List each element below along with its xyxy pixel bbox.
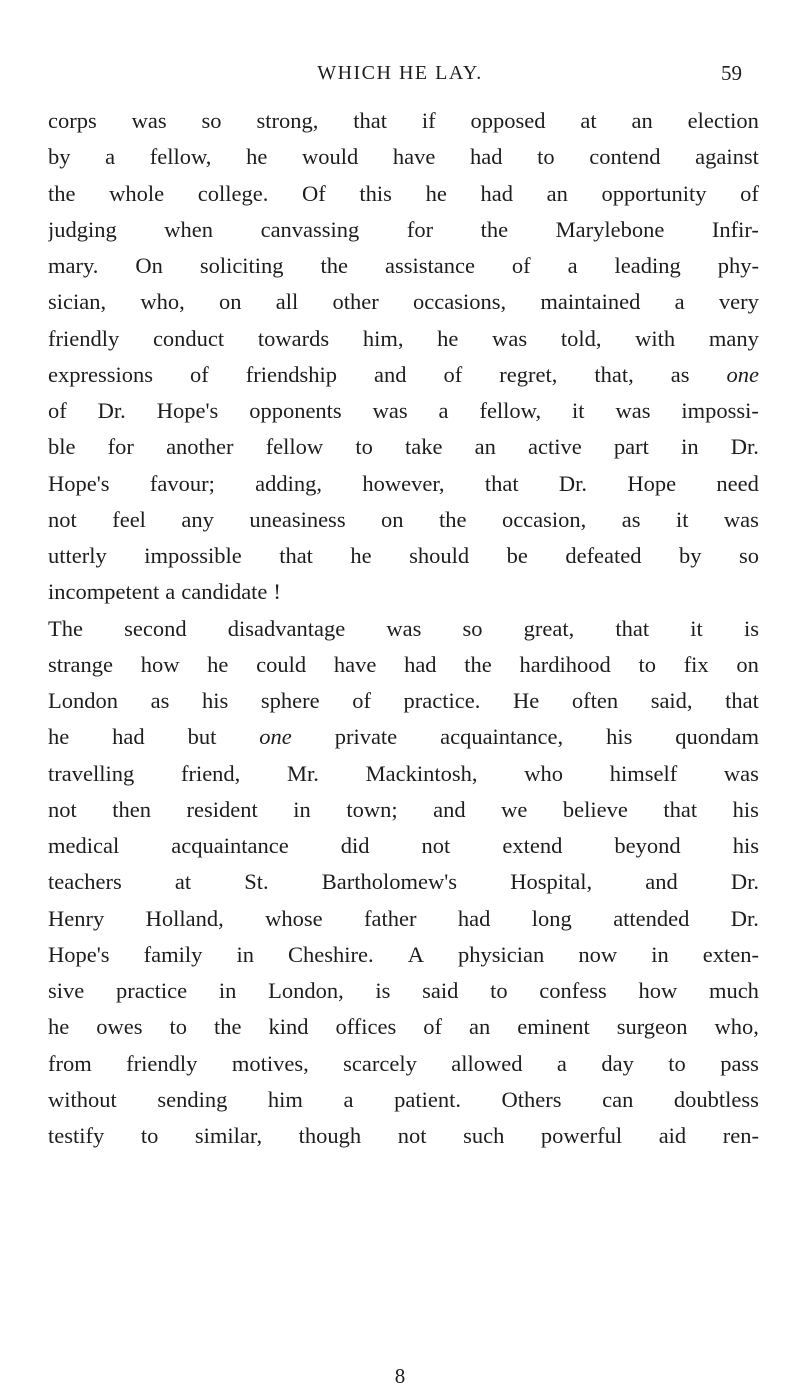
word: occasions, bbox=[413, 289, 507, 315]
word: corps bbox=[48, 108, 97, 133]
word: is bbox=[375, 978, 391, 1003]
word: impossi- bbox=[681, 398, 759, 423]
word: patient. bbox=[394, 1086, 461, 1112]
word: as bbox=[621, 506, 641, 532]
word: family bbox=[143, 941, 203, 967]
word: He bbox=[512, 688, 540, 713]
word: who, bbox=[140, 289, 185, 315]
word: surgeon bbox=[616, 1014, 688, 1040]
word: aid bbox=[658, 1123, 687, 1148]
word: sive bbox=[48, 978, 85, 1003]
text-line bbox=[48, 937, 759, 973]
word: a bbox=[105, 144, 116, 170]
word: who bbox=[524, 760, 563, 786]
word: one bbox=[726, 361, 759, 387]
word: this bbox=[359, 180, 392, 206]
word: other bbox=[332, 289, 379, 315]
word: Others bbox=[501, 1086, 562, 1112]
word: he bbox=[425, 180, 447, 206]
word: owes bbox=[96, 1014, 143, 1040]
text-line bbox=[48, 973, 759, 1009]
word: he bbox=[437, 325, 459, 351]
word: allowed bbox=[451, 1050, 523, 1076]
running-title: WHICH HE LAY. bbox=[317, 62, 483, 84]
word: conduct bbox=[152, 325, 225, 351]
word: uneasiness bbox=[249, 506, 346, 532]
text-line bbox=[48, 647, 759, 683]
word: quondam bbox=[675, 724, 759, 750]
word: against bbox=[695, 144, 759, 170]
word: active bbox=[528, 434, 582, 460]
word: sphere bbox=[260, 688, 320, 713]
word: mary. bbox=[48, 253, 99, 278]
text-line bbox=[48, 176, 759, 212]
word: medical bbox=[48, 833, 120, 858]
word: a bbox=[674, 289, 685, 315]
word: to bbox=[140, 1123, 159, 1148]
word: that bbox=[353, 108, 387, 133]
word: of bbox=[352, 688, 371, 713]
text-line bbox=[48, 212, 759, 248]
word: much bbox=[708, 978, 759, 1003]
page-number: 59 bbox=[721, 61, 742, 85]
word: had bbox=[404, 651, 437, 677]
word: that bbox=[725, 688, 759, 713]
word: in bbox=[236, 941, 254, 967]
word: his bbox=[732, 796, 759, 822]
text-line bbox=[48, 321, 759, 357]
word: with bbox=[635, 325, 676, 351]
word: of bbox=[740, 180, 759, 206]
word: a bbox=[567, 253, 578, 278]
text-line bbox=[48, 139, 759, 175]
word: without bbox=[48, 1086, 117, 1112]
word: said bbox=[422, 978, 459, 1003]
word: a bbox=[556, 1050, 567, 1076]
word: at bbox=[580, 108, 597, 133]
word: Dr. bbox=[730, 434, 759, 460]
word: testify bbox=[48, 1123, 105, 1148]
word: so bbox=[462, 615, 483, 641]
word: Mr. bbox=[287, 760, 319, 786]
word: take bbox=[405, 434, 443, 460]
word: and bbox=[645, 869, 678, 895]
word: teachers bbox=[48, 869, 122, 895]
word: college. bbox=[197, 180, 269, 206]
word: doubtless bbox=[673, 1086, 759, 1112]
word: Dr. bbox=[730, 869, 759, 895]
word: any bbox=[181, 506, 214, 532]
word: be bbox=[506, 543, 528, 568]
word: assistance bbox=[384, 253, 475, 278]
word: was bbox=[372, 398, 408, 423]
text-line bbox=[48, 1118, 759, 1154]
word: a bbox=[165, 579, 176, 605]
word: practice. bbox=[403, 688, 481, 713]
word: fellow bbox=[265, 434, 324, 460]
word: Bartholomew's bbox=[321, 869, 458, 895]
word: long bbox=[531, 905, 572, 931]
word: attended bbox=[613, 905, 690, 931]
word: Dr. bbox=[97, 398, 126, 423]
word: Dr. bbox=[558, 470, 588, 496]
word: fellow, bbox=[149, 144, 212, 170]
word: and bbox=[373, 361, 407, 387]
word: to bbox=[638, 651, 656, 677]
word: disadvantage bbox=[227, 615, 346, 641]
word: when bbox=[164, 216, 214, 242]
word: for bbox=[107, 434, 134, 460]
word: ren- bbox=[722, 1123, 759, 1148]
word: Hope's bbox=[156, 398, 219, 423]
word: travelling bbox=[48, 760, 135, 786]
word: feel bbox=[112, 506, 146, 532]
word: Hope bbox=[627, 470, 677, 496]
word: was bbox=[723, 760, 759, 786]
word: for bbox=[406, 216, 434, 242]
word: confess bbox=[539, 978, 607, 1003]
text-line bbox=[48, 611, 759, 647]
text-line bbox=[48, 1082, 759, 1118]
word: had bbox=[469, 144, 503, 170]
word: if bbox=[421, 108, 436, 133]
word: at bbox=[174, 869, 192, 895]
text-line bbox=[48, 792, 759, 828]
word: Mackintosh, bbox=[365, 760, 478, 786]
word: day bbox=[601, 1050, 634, 1076]
word: towards bbox=[257, 325, 330, 351]
word: then bbox=[112, 796, 152, 822]
word: was bbox=[386, 615, 422, 641]
word: such bbox=[463, 1123, 505, 1148]
body-text bbox=[48, 103, 759, 1154]
word: however, bbox=[362, 470, 445, 496]
text-line bbox=[48, 103, 759, 139]
word: friendly bbox=[126, 1050, 198, 1076]
word: Holland, bbox=[145, 905, 224, 931]
word: of bbox=[190, 361, 209, 387]
word: strange bbox=[48, 651, 113, 677]
word: beyond bbox=[614, 833, 681, 858]
word: by bbox=[48, 144, 71, 170]
word: he bbox=[350, 543, 372, 568]
word: on bbox=[381, 506, 404, 532]
word: was bbox=[723, 506, 759, 532]
word: eminent bbox=[517, 1014, 590, 1040]
word: Infir- bbox=[711, 216, 759, 242]
word: he bbox=[207, 651, 229, 677]
word: in bbox=[681, 434, 699, 460]
text-line bbox=[48, 864, 759, 900]
word: of bbox=[443, 361, 463, 387]
word: Cheshire. bbox=[288, 941, 374, 967]
word: expressions bbox=[48, 361, 153, 387]
word: whose bbox=[265, 905, 323, 931]
word: to bbox=[668, 1050, 686, 1076]
word: ble bbox=[48, 434, 76, 460]
word: strong, bbox=[256, 108, 319, 133]
word: sician, bbox=[48, 289, 107, 315]
word: from bbox=[48, 1050, 92, 1076]
word: that bbox=[279, 543, 313, 568]
word: pass bbox=[720, 1050, 759, 1076]
word: often bbox=[571, 688, 619, 713]
text-line bbox=[48, 466, 759, 502]
word: friendship bbox=[245, 361, 337, 387]
text-line bbox=[48, 284, 759, 320]
word: part bbox=[613, 434, 649, 460]
word: have bbox=[392, 144, 436, 170]
word: motives, bbox=[231, 1050, 309, 1076]
word: not bbox=[421, 833, 451, 858]
word: canvassing bbox=[260, 216, 360, 242]
word: candidate bbox=[181, 579, 268, 605]
word: how bbox=[638, 978, 678, 1003]
word: he bbox=[48, 1014, 70, 1040]
word: town; bbox=[346, 796, 398, 822]
word: by bbox=[679, 543, 702, 568]
word: very bbox=[718, 289, 759, 315]
running-head bbox=[0, 58, 800, 88]
word: had bbox=[480, 180, 513, 206]
word: maintained bbox=[540, 289, 641, 315]
word: London, bbox=[268, 978, 344, 1003]
signature-mark: 8 bbox=[394, 1364, 406, 1388]
word: the bbox=[438, 506, 467, 532]
word: it bbox=[675, 506, 689, 532]
word: can bbox=[602, 1086, 634, 1112]
word: powerful bbox=[540, 1123, 623, 1148]
word: as bbox=[670, 361, 690, 387]
word: Hope's bbox=[48, 941, 110, 967]
word: Henry bbox=[48, 905, 105, 931]
text-line bbox=[48, 1046, 759, 1082]
word: an bbox=[631, 108, 653, 133]
text-line bbox=[48, 357, 759, 393]
word: the bbox=[213, 1014, 242, 1040]
word: private bbox=[334, 724, 398, 750]
word: an bbox=[468, 1014, 491, 1040]
word: soliciting bbox=[199, 253, 284, 278]
word: kind bbox=[268, 1014, 309, 1040]
word: him, bbox=[362, 325, 404, 351]
word: whole bbox=[109, 180, 165, 206]
word: phy- bbox=[717, 253, 759, 278]
word: acquaintance, bbox=[440, 724, 564, 750]
word: St. bbox=[244, 869, 269, 895]
word: the bbox=[48, 180, 76, 206]
word: though bbox=[298, 1123, 362, 1148]
word: of bbox=[423, 1014, 442, 1040]
word: The bbox=[48, 615, 83, 641]
word: fellow, bbox=[479, 398, 542, 423]
word: that bbox=[663, 796, 698, 822]
word: physician bbox=[458, 941, 545, 967]
word: had bbox=[112, 724, 145, 750]
word: On bbox=[135, 253, 163, 278]
text-line bbox=[48, 248, 759, 284]
word: to bbox=[355, 434, 373, 460]
word: acquaintance bbox=[171, 833, 289, 858]
word: judging bbox=[48, 216, 117, 242]
word: adding, bbox=[255, 470, 323, 496]
word: need bbox=[716, 470, 759, 496]
word: is bbox=[743, 615, 759, 641]
word: Hospital, bbox=[510, 869, 593, 895]
word: friendly bbox=[48, 325, 120, 351]
word: we bbox=[501, 796, 528, 822]
word: would bbox=[301, 144, 359, 170]
text-line bbox=[48, 538, 759, 574]
word: that bbox=[615, 615, 650, 641]
word: was bbox=[615, 398, 651, 423]
word: leading bbox=[614, 253, 681, 278]
text-line bbox=[48, 683, 759, 719]
word: impossible bbox=[144, 543, 242, 568]
word: the bbox=[464, 651, 492, 677]
word: an bbox=[546, 180, 568, 206]
word: in bbox=[218, 978, 237, 1003]
text-line bbox=[48, 393, 759, 429]
word: extend bbox=[502, 833, 563, 858]
word: of bbox=[511, 253, 531, 278]
word: he bbox=[48, 724, 70, 750]
word: defeated bbox=[565, 543, 642, 568]
word: resident bbox=[186, 796, 258, 822]
word: as bbox=[150, 688, 170, 713]
word: it bbox=[690, 615, 703, 641]
word: Dr. bbox=[730, 905, 759, 931]
word: him bbox=[267, 1086, 303, 1112]
text-line bbox=[48, 828, 759, 864]
word: one bbox=[259, 724, 292, 750]
word: A bbox=[407, 941, 424, 967]
word: the bbox=[320, 253, 349, 278]
word: regret, bbox=[499, 361, 558, 387]
word: opposed bbox=[470, 108, 546, 133]
word: incompetent bbox=[48, 579, 160, 605]
word: opponents bbox=[249, 398, 342, 423]
word: favour; bbox=[149, 470, 215, 496]
word: Hope's bbox=[48, 470, 110, 496]
word: many bbox=[708, 325, 759, 351]
word: that, bbox=[594, 361, 634, 387]
word: fix bbox=[683, 651, 709, 677]
word: his bbox=[606, 724, 633, 750]
word: Marylebone bbox=[555, 216, 665, 242]
word: the bbox=[480, 216, 509, 242]
word: and bbox=[433, 796, 466, 822]
word: not bbox=[397, 1123, 427, 1148]
word: who, bbox=[714, 1014, 759, 1040]
text-line bbox=[48, 1009, 759, 1045]
word: was bbox=[131, 108, 167, 133]
word: of bbox=[48, 398, 67, 423]
word: offices bbox=[335, 1014, 397, 1040]
word: not bbox=[48, 506, 77, 532]
word: great, bbox=[523, 615, 575, 641]
word: but bbox=[187, 724, 217, 750]
word: to bbox=[537, 144, 555, 170]
text-line bbox=[48, 901, 759, 937]
word: exten- bbox=[702, 941, 759, 967]
word: to bbox=[169, 1014, 187, 1040]
word: similar, bbox=[194, 1123, 263, 1148]
word: ! bbox=[273, 579, 281, 605]
word: believe bbox=[562, 796, 628, 822]
word: it bbox=[572, 398, 585, 423]
word: did bbox=[340, 833, 370, 858]
word: an bbox=[474, 434, 496, 460]
word: that bbox=[484, 470, 519, 496]
text-line bbox=[48, 429, 759, 465]
word: practice bbox=[115, 978, 188, 1003]
word: occasion, bbox=[501, 506, 587, 532]
word: so bbox=[201, 108, 222, 133]
word: Of bbox=[302, 180, 326, 206]
text-line bbox=[48, 502, 759, 538]
word: utterly bbox=[48, 543, 107, 568]
word: his bbox=[201, 688, 229, 713]
word: opportunity bbox=[601, 180, 707, 206]
word: London bbox=[48, 688, 118, 713]
word: in bbox=[651, 941, 669, 967]
word: election bbox=[687, 108, 759, 133]
word: friend, bbox=[180, 760, 241, 786]
word: a bbox=[343, 1086, 354, 1112]
word: sending bbox=[157, 1086, 228, 1112]
word: was bbox=[492, 325, 528, 351]
text-line bbox=[48, 574, 759, 610]
word: scarcely bbox=[343, 1050, 417, 1076]
word: had bbox=[457, 905, 491, 931]
word: all bbox=[275, 289, 299, 315]
word: to bbox=[490, 978, 508, 1003]
word: said, bbox=[650, 688, 693, 713]
word: have bbox=[333, 651, 377, 677]
word: contend bbox=[589, 144, 661, 170]
word: so bbox=[738, 543, 759, 568]
word: hardihood bbox=[519, 651, 611, 677]
word: second bbox=[124, 615, 187, 641]
word: not bbox=[48, 796, 77, 822]
text-line bbox=[48, 719, 759, 755]
word: on bbox=[736, 651, 759, 677]
word: he bbox=[246, 144, 268, 170]
word: now bbox=[578, 941, 618, 967]
word: his bbox=[732, 833, 759, 858]
word: a bbox=[438, 398, 449, 423]
word: should bbox=[409, 543, 470, 568]
word: in bbox=[293, 796, 311, 822]
word: father bbox=[364, 905, 417, 931]
word: told, bbox=[560, 325, 602, 351]
word: on bbox=[219, 289, 242, 315]
word: could bbox=[256, 651, 307, 677]
word: himself bbox=[609, 760, 678, 786]
text-line bbox=[48, 756, 759, 792]
word: another bbox=[166, 434, 234, 460]
word: how bbox=[140, 651, 180, 677]
